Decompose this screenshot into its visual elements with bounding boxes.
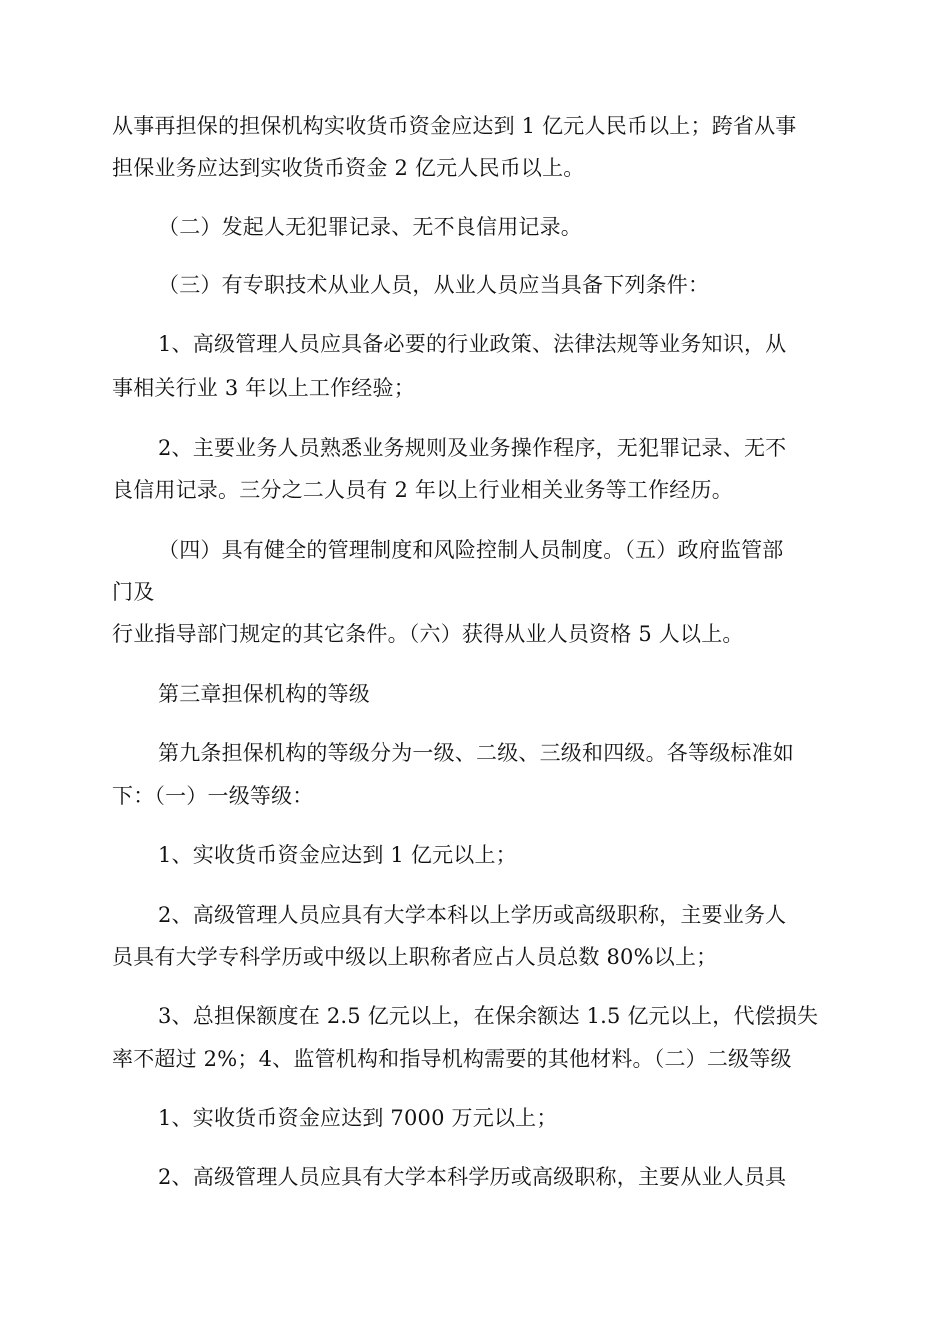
text-line: 行业指导部门规定的其它条件。（六）获得从业人员资格 5 人以上。 (112, 622, 744, 646)
text-line: 1、实收货币资金应达到 1 亿元以上； (158, 843, 517, 867)
text-line: 事相关行业 3 年以上工作经验； (112, 376, 415, 400)
text-line: 2、高级管理人员应具有大学本科以上学历或高级职称，主要业务人 (158, 903, 787, 927)
text-line: 下：（一）一级等级： (112, 784, 314, 808)
text-line: （三）有专职技术从业人员，从业人员应当具备下列条件： (158, 273, 710, 297)
text-line: 1、实收货币资金应达到 7000 万元以上； (158, 1106, 558, 1130)
text-line: 3、总担保额度在 2.5 亿元以上，在保余额达 1.5 亿元以上，代偿损失 (158, 1004, 819, 1028)
text-line: 第九条担保机构的等级分为一级、二级、三级和四级。各等级标准如 (158, 741, 794, 765)
text-line: 2、高级管理人员应具有大学本科学历或高级职称，主要从业人员具 (158, 1165, 787, 1189)
text-line: 率不超过 2%；4、监管机构和指导机构需要的其他材料。（二）二级等级 (112, 1047, 792, 1071)
text-line: 从事再担保的担保机构实收货币资金应达到 1 亿元人民币以上；跨省从事 (112, 114, 797, 138)
text-line: 员具有大学专科学历或中级以上职称者应占人员总数 80%以上； (112, 945, 718, 969)
text-line: （四）具有健全的管理制度和风险控制人员制度。（五）政府监管部 (158, 538, 784, 562)
text-line: 2、主要业务人员熟悉业务规则及业务操作程序，无犯罪记录、无不 (158, 436, 787, 460)
text-line: 担保业务应达到实收货币资金 2 亿元人民币以上。 (112, 156, 585, 180)
text-line: 良信用记录。三分之二人员有 2 年以上行业相关业务等工作经历。 (112, 478, 733, 502)
text-line: 第三章担保机构的等级 (158, 682, 370, 706)
text-line: 1、高级管理人员应具备必要的行业政策、法律法规等业务知识，从 (158, 332, 787, 356)
text-line: 门及 (112, 580, 155, 604)
text-line: （二）发起人无犯罪记录、无不良信用记录。 (158, 215, 582, 239)
